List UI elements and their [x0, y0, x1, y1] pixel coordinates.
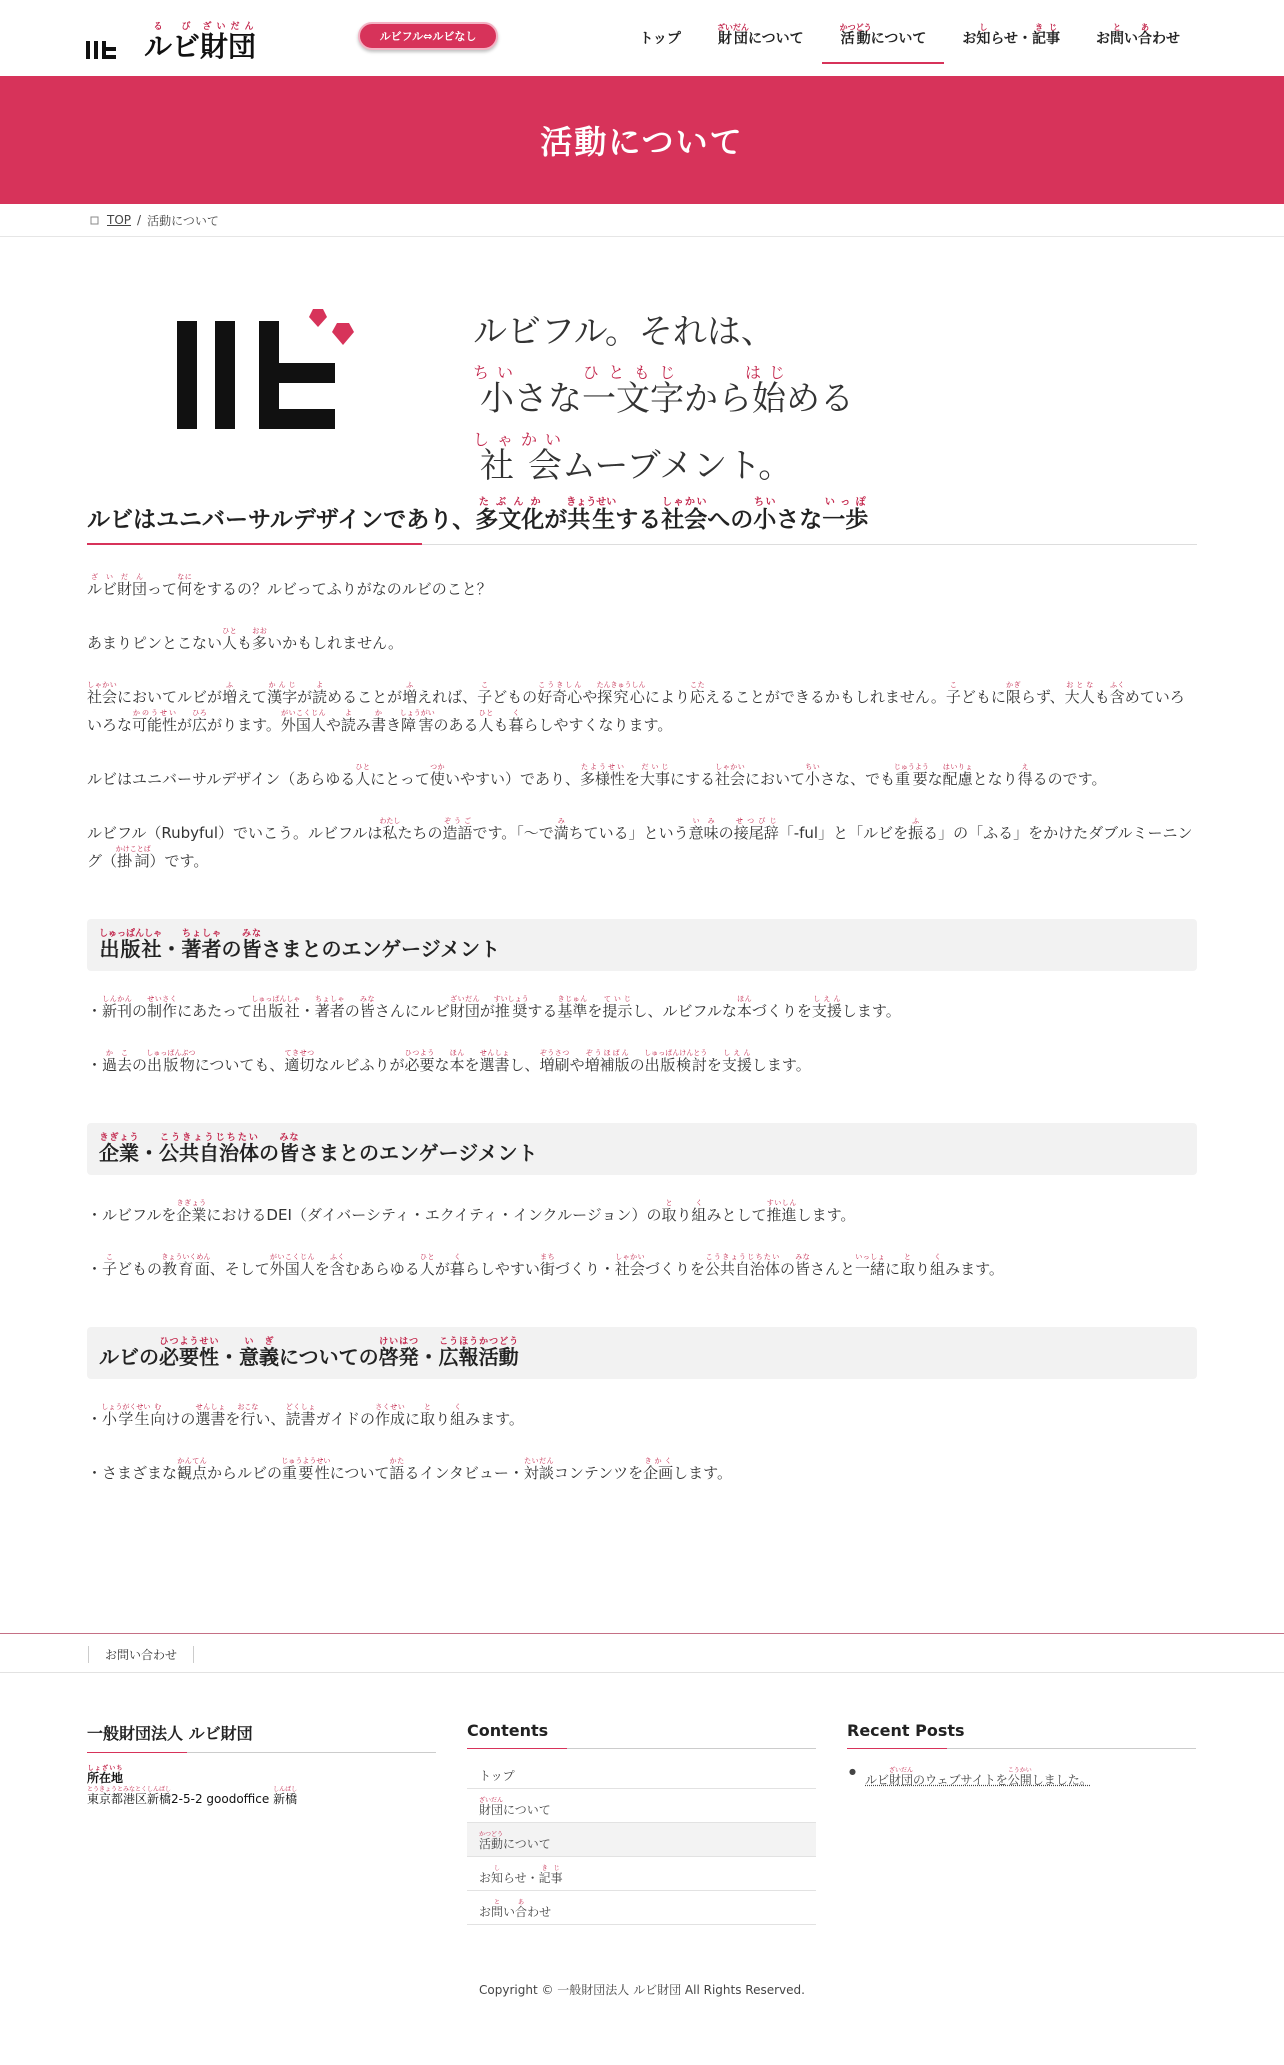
- breadcrumb-current: 活動について: [147, 213, 219, 228]
- section-title: ルビはユニバーサルデザインであり、多文化たぶんかが共生きょうせいする社会しゃかいへの小ちいさな一歩いっぽ: [87, 497, 1197, 545]
- tagline-line-3: 社会しゃかいムーブメント。: [473, 430, 793, 486]
- footer-menu-activities[interactable]: 活動かつどうについて: [467, 1823, 816, 1857]
- breadcrumb-top-link[interactable]: TOP: [107, 213, 132, 227]
- nav-item-top[interactable]: [621, 0, 699, 76]
- copyright: Copyright © 一般財団法人 ルビ財団 All Rights Reserved.: [479, 1983, 805, 1997]
- logo-text: ルるビび財団ざいだん: [144, 22, 257, 63]
- footer-address: [87, 1765, 436, 1807]
- footer-contents: [467, 1721, 816, 1925]
- site-logo[interactable]: [86, 22, 256, 61]
- footer-recent-posts: [847, 1721, 1196, 1788]
- engagement-item: ・小学生しょうがくせい向むけの選書せんしょを行おこない、読書どくしょガイドの作成さくせいに取とり組くみます。: [87, 1403, 524, 1428]
- site-footer: [0, 1673, 1284, 2065]
- intro-tagline: [473, 301, 854, 497]
- rubi-big-logo-icon: [177, 309, 361, 431]
- engagement-item: ・ルビフルを企業きぎょうにおけるDEI（ダイバーシティ・エクイティ・インクルージョン）の取とり組くみとして推進すいしんします。: [87, 1199, 856, 1224]
- paragraph: ルビはユニバーサルデザイン（あらゆる人ひとにとって使つかいやすい）であり、多様性たようせいを大事だいじにする社会しゃかいにおいて小ちいさな、でも重要じゅうような配慮はいりょとなり得えるのです。: [87, 763, 1107, 788]
- intro-block: [87, 237, 1197, 497]
- paragraph: 社会しゃかいにおいてルビが増ふえて漢字かんじが読よめることが増ふえれば、子こどもの好奇心こうきしんや探究心たんきゅうしんにより応こたえることができるかもしれません。子こどもに限かぎらず、大人おとなも含ふくめていろいろな可能性かのうせいが広ひろがります。外国人がいこくじんや読よみ書かき障害しょうがいのある人ひとも暮くらしやすくなります。: [87, 681, 1185, 734]
- breadcrumb: [0, 204, 1284, 237]
- nav-label: トップ: [639, 31, 681, 47]
- nav-item-contact[interactable]: お問とい合あわせ: [1096, 23, 1180, 47]
- footer-org: [87, 1721, 436, 1807]
- page-hero: [0, 76, 1284, 204]
- footer-links-bar: [0, 1633, 1284, 1673]
- footer-menu-contact[interactable]: お問とい合あわせ: [467, 1891, 816, 1925]
- home-icon: [90, 216, 99, 225]
- nav-item-news[interactable]: お知しらせ・記事きじ: [962, 23, 1060, 47]
- main-nav: [621, 0, 1198, 76]
- engagement-item: ・過去かこの出版物しゅっぱんぶつについても、適切てきせつなルビふりが必要ひつような本ほんを選書せんしょし、増刷ぞうさつや増補版ぞうほばんの出版検討しゅっぱんけんとうを支援しえんします。: [87, 1049, 811, 1074]
- address-text: 東京都港区新橋とうきょうとみなとくしんばし2-5-2 goodoffice 新橋しんばし: [87, 1786, 298, 1806]
- footer-recent-title: Recent Posts: [847, 1721, 1196, 1749]
- rubi-logo-mark-icon: [86, 37, 122, 61]
- ruby-toggle-button[interactable]: ルビフル⇔ルビなし: [358, 22, 498, 50]
- engagement-item: ・さまざまな観点かんてんからルビの重要性じゅうようせいについて語かたるインタビュー・対談たいだんコンテンツを企画きかくします。: [87, 1457, 732, 1482]
- footer-menu-top[interactable]: トップ: [467, 1755, 816, 1789]
- main-content: [87, 237, 1197, 1487]
- nav-item-activities[interactable]: 活動かつどうについて: [822, 0, 945, 76]
- footer-org-title: 一般財団法人 ルビ財団: [87, 1721, 436, 1753]
- footer-contents-menu: [467, 1755, 816, 1925]
- breadcrumb-separator: /: [137, 213, 142, 227]
- engagement-heading-publishers: 出版社しゅっぱんしゃ・著者ちょしゃの皆みなさまとのエンゲージメント: [87, 919, 1197, 971]
- footer-menu-about[interactable]: 財団ざいだんについて: [467, 1789, 816, 1823]
- paragraph: ルビフル（Rubyful）でいこう。ルビフルは私わたしたちの造語ぞうごです。「〜で満みちている」という意味いみの接尾辞せつびじ「-ful」と「ルビを振ふる」の「ふる」をかけたダブルミーニング（掛詞かけことば）です。: [87, 817, 1193, 870]
- paragraph: ルビ財団ざいだんって何なにをするの？ルビってふりがなのルビのこと？: [87, 573, 492, 598]
- footer-contents-title: Contents: [467, 1721, 816, 1749]
- tagline-line-1: ルビフル。それは、: [473, 312, 775, 352]
- recent-post-link[interactable]: ● ルビ財団ざいだんのウェブサイトを公開こうかいしました。: [847, 1767, 1196, 1788]
- address-label: 所在地しょざいち: [87, 1765, 124, 1785]
- page-title: 活動について: [540, 123, 744, 161]
- nav-item-about[interactable]: 財団ざいだんについて: [716, 23, 804, 47]
- footer-contact-link[interactable]: お問い合わせ: [88, 1646, 194, 1663]
- engagement-item: ・新刊しんかんの制作せいさくにあたって出版社しゅっぱんしゃ・著者ちょしゃの皆みなさんにルビ財団ざいだんが推奨すいしょうする基準きじゅんを提示ていじし、ルビフルな本ほんづくりを支援しえんします。: [87, 995, 901, 1020]
- engagement-item: ・子こどもの教育面きょういくめん、そして外国人がいこくじんを含ふくむあらゆる人ひとが暮くらしやすい街まちづくり・社会しゃかいづくりを公共自治体こうきょうじちたいの皆みなさんと一緒いっしょに取とり組くみます。: [87, 1253, 1004, 1278]
- footer-menu-news[interactable]: お知しらせ・記事きじ: [467, 1857, 816, 1891]
- engagement-heading-companies: 企業きぎょう・公共自治体こうきょうじちたいの皆みなさまとのエンゲージメント: [87, 1123, 1197, 1175]
- site-header: [0, 0, 1284, 76]
- paragraph: あまりピンとこない人ひとも多おおいかもしれません。: [87, 627, 403, 652]
- tagline-line-2: 小ちいさな一文字ひともじから始はじめる: [473, 363, 854, 419]
- engagement-heading-awareness: ルビの必要性ひつようせい・意義いぎについての啓発けいはつ・広報活動こうほうかつどう: [87, 1327, 1197, 1379]
